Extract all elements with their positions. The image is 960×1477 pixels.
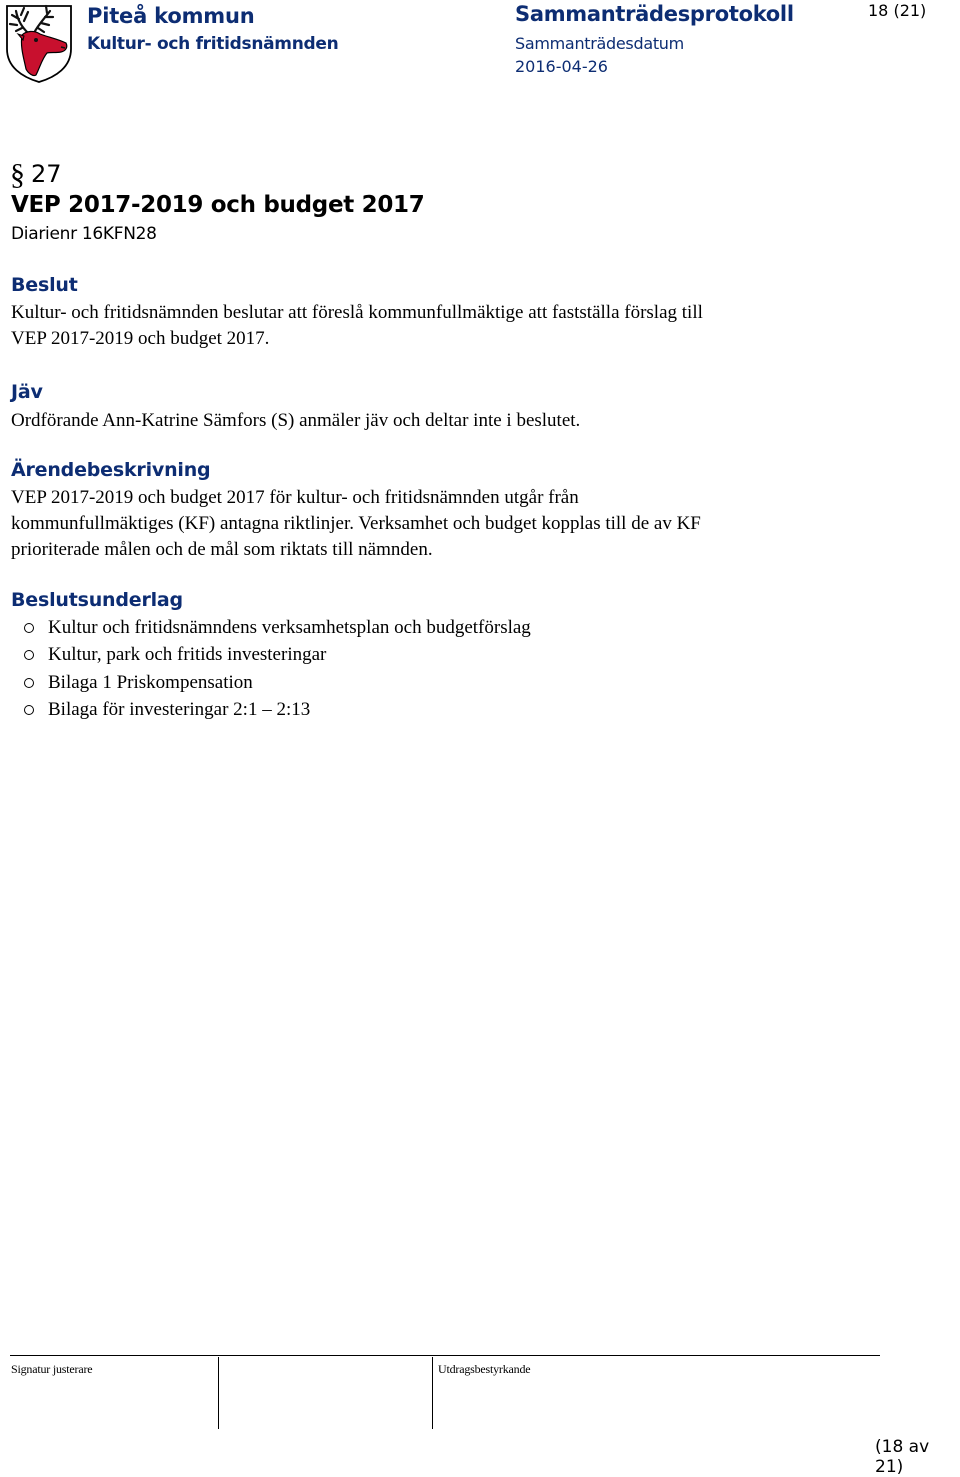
bullet-icon	[24, 623, 34, 633]
beslutsunderlag-list	[24, 614, 531, 724]
heading-beslut: Beslut	[11, 274, 78, 296]
organization-name: Piteå kommun	[87, 4, 255, 28]
beslut-line: VEP 2017-2019 och budget 2017.	[11, 328, 270, 349]
list-item	[24, 669, 531, 696]
document-title: Sammanträdesprotokoll	[515, 2, 794, 26]
footer-divider-vertical	[432, 1357, 433, 1429]
arendebeskrivning-line: prioriterade målen och de mål som riktats till nämnden.	[11, 539, 433, 560]
meeting-date-value: 2016-04-26	[515, 57, 608, 76]
list-item-text: Bilaga för investeringar 2:1 – 2:13	[48, 699, 311, 721]
bullet-icon	[24, 705, 34, 715]
list-item	[24, 614, 531, 641]
beslut-line: Kultur- och fritidsnämnden beslutar att föreslå kommunfullmäktige att fastställa förslag till	[11, 302, 703, 323]
case-title: VEP 2017-2019 och budget 2017	[11, 192, 425, 218]
bullet-icon	[24, 650, 34, 660]
page-number: 18 (21)	[868, 1, 927, 20]
jav-text	[11, 408, 841, 434]
extract-certification-label: Utdragsbestyrkande	[438, 1362, 531, 1376]
heading-arendebeskrivning: Ärendebeskrivning	[11, 459, 211, 481]
arendebeskrivning-line: kommunfullmäktiges (KF) antagna riktlinjer. Verksamhet och budget kopplas till de av KF	[11, 513, 701, 534]
signature-label: Signatur justerare	[11, 1362, 93, 1376]
heading-beslutsunderlag: Beslutsunderlag	[11, 589, 183, 611]
list-item-text: Kultur och fritidsnämndens verksamhetsplan och budgetförslag	[48, 617, 531, 638]
section-sign-icon: §	[10, 158, 25, 191]
reindeer-crest-icon	[4, 3, 74, 83]
page-of-total: (18 av 21)	[875, 1437, 930, 1477]
list-item-text: Kultur, park och fritids investeringar	[48, 644, 327, 666]
list-item-text: Bilaga 1 Priskompensation	[48, 671, 253, 693]
bullet-icon	[24, 678, 34, 688]
list-item	[24, 641, 531, 668]
arendebeskrivning-text	[11, 485, 841, 563]
meeting-date-label: Sammanträdesdatum	[515, 34, 684, 53]
footer-divider	[10, 1355, 880, 1356]
footer-divider-vertical	[218, 1357, 219, 1429]
heading-jav: Jäv	[11, 381, 43, 403]
jav-line: Ordförande Ann-Katrine Sämfors (S) anmäler jäv och deltar inte i beslutet.	[11, 410, 581, 431]
list-item	[24, 696, 531, 723]
paragraph-number-value: 27	[31, 160, 62, 188]
arendebeskrivning-line: VEP 2017-2019 och budget 2017 för kultur- och fritidsnämnden utgår från	[11, 487, 579, 508]
paragraph-number	[10, 158, 62, 192]
beslut-text	[11, 300, 841, 352]
committee-name: Kultur- och fritidsnämnden	[87, 34, 339, 54]
case-diarienr: Diarienr 16KFN28	[11, 224, 157, 244]
